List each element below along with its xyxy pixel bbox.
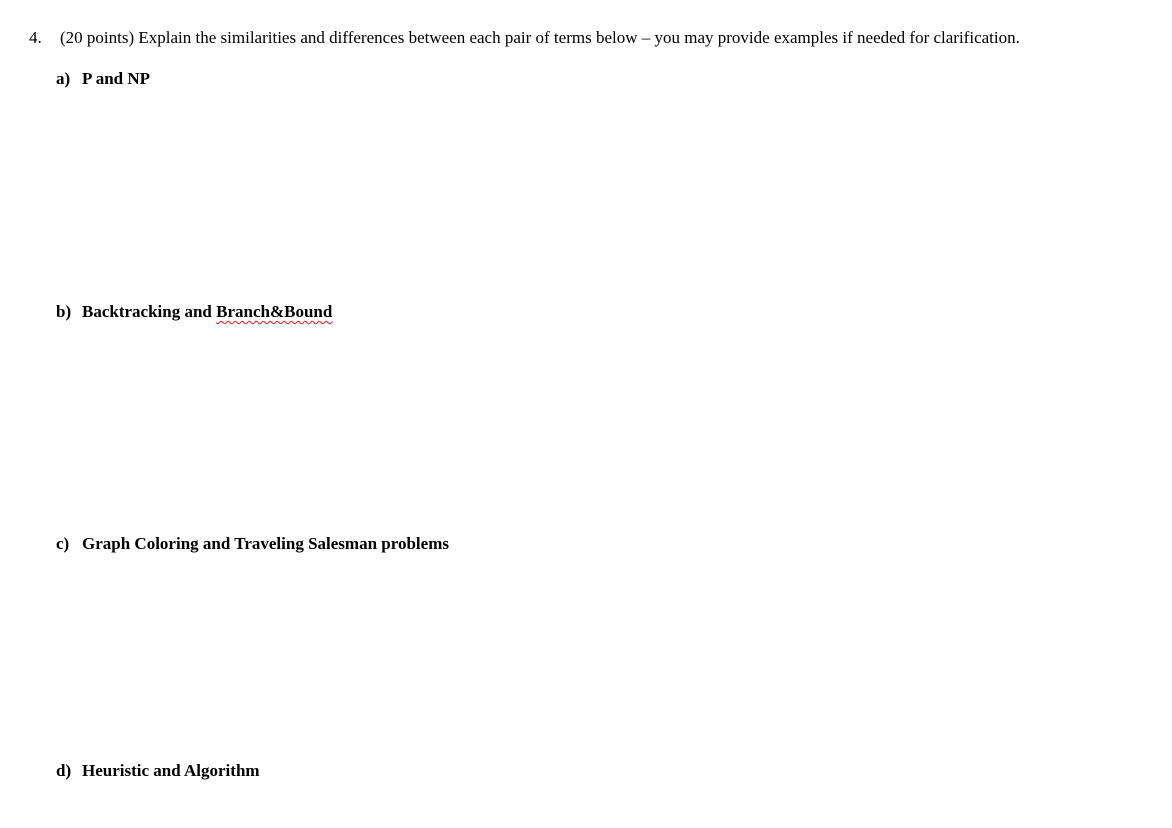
question-number: 4. xyxy=(29,28,42,47)
part-c-letter: c) xyxy=(56,534,70,553)
part-b-text: Backtracking and xyxy=(82,302,217,321)
part-b-letter: b) xyxy=(56,302,72,321)
part-d-text: Heuristic and Algorithm xyxy=(82,761,260,780)
part-b xyxy=(56,302,332,322)
part-a-letter: a) xyxy=(56,69,71,88)
part-a-text: P and NP xyxy=(82,69,151,88)
part-c xyxy=(56,534,449,554)
question-text: (20 points) Explain the similarities and differences between each pair of terms below – you may provide examples if needed for clarification. xyxy=(60,28,1020,47)
part-b-spellcheck-flagged-word: Branch&Bound xyxy=(216,302,333,321)
part-d xyxy=(56,761,260,781)
part-c-text: Graph Coloring and Traveling Salesman problems xyxy=(82,534,449,553)
part-d-letter: d) xyxy=(56,761,72,780)
part-a xyxy=(56,69,150,89)
question-prompt xyxy=(29,28,1020,48)
